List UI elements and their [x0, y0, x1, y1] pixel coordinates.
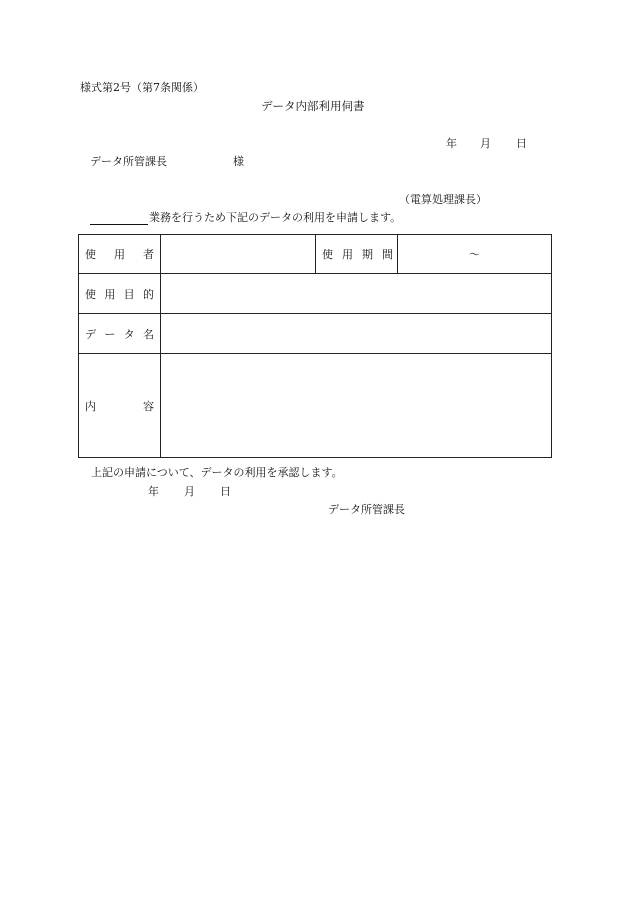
content-label: [85, 398, 154, 414]
table-row-data-name: [79, 314, 552, 354]
date-day-label: 日: [516, 137, 527, 150]
user-value-cell[interactable]: [161, 235, 316, 274]
content-label-char: 容: [143, 399, 154, 413]
application-date: [446, 137, 536, 151]
data-name-value-cell[interactable]: [161, 314, 552, 354]
approval-date-month-label: 月: [184, 485, 195, 498]
data-name-label-char: デ: [85, 327, 96, 341]
addressee-name: データ所管課長: [90, 155, 167, 168]
period-label: [322, 246, 393, 262]
form-label: 様式第2号（第7条関係）: [80, 81, 204, 94]
data-name-label-char: ー: [104, 327, 116, 341]
period-label-cell: [316, 235, 398, 274]
user-label: [85, 246, 154, 262]
content-value-cell[interactable]: [161, 354, 552, 458]
content-label-char: 内: [85, 399, 96, 413]
request-text: 業務を行うため下記のデータの利用を申請します。: [149, 211, 402, 224]
data-name-label-char: 名: [142, 327, 154, 341]
date-year-label: 年: [446, 137, 457, 150]
approval-date-day-label: 日: [220, 485, 231, 498]
purpose-label: [85, 286, 154, 302]
content-label-cell: [79, 354, 161, 458]
approval-date: [148, 485, 240, 499]
period-label-char: 期: [362, 248, 373, 261]
purpose-label-char: 目: [123, 287, 135, 301]
purpose-label-cell: [79, 274, 161, 314]
data-name-label-cell: [79, 314, 161, 354]
period-value-cell[interactable]: ～: [398, 235, 552, 274]
addressee-honorific: 様: [233, 155, 244, 168]
date-month-label: 月: [480, 137, 491, 150]
purpose-label-char: 用: [104, 287, 116, 301]
purpose-value-cell[interactable]: [161, 274, 552, 314]
purpose-label-char: 使: [85, 287, 96, 301]
user-label-char: 用: [114, 248, 125, 261]
addressee: [90, 155, 244, 169]
data-name-label: [85, 326, 154, 342]
approval-statement: 上記の申請について、データの利用を承認します。: [91, 466, 343, 479]
user-label-cell: [79, 235, 161, 274]
approver-title: データ所管課長: [328, 503, 405, 516]
data-name-label-char: タ: [123, 327, 135, 341]
purpose-label-char: 的: [142, 287, 154, 301]
approval-date-year-label: 年: [148, 485, 159, 498]
table-row-user: [79, 235, 552, 274]
table-row-content: [79, 354, 552, 458]
user-label-char: 使: [85, 248, 96, 261]
period-label-char: 用: [342, 248, 353, 261]
request-statement: [90, 211, 401, 225]
period-label-char: 間: [382, 248, 393, 261]
user-label-char: 者: [143, 248, 154, 261]
period-label-char: 使: [322, 248, 333, 261]
application-table: [78, 234, 552, 458]
business-name-blank[interactable]: [90, 212, 148, 225]
applicant-role: （電算処理課長）: [399, 193, 487, 206]
table-row-purpose: [79, 274, 552, 314]
document-title: データ内部利用伺書: [261, 99, 365, 113]
